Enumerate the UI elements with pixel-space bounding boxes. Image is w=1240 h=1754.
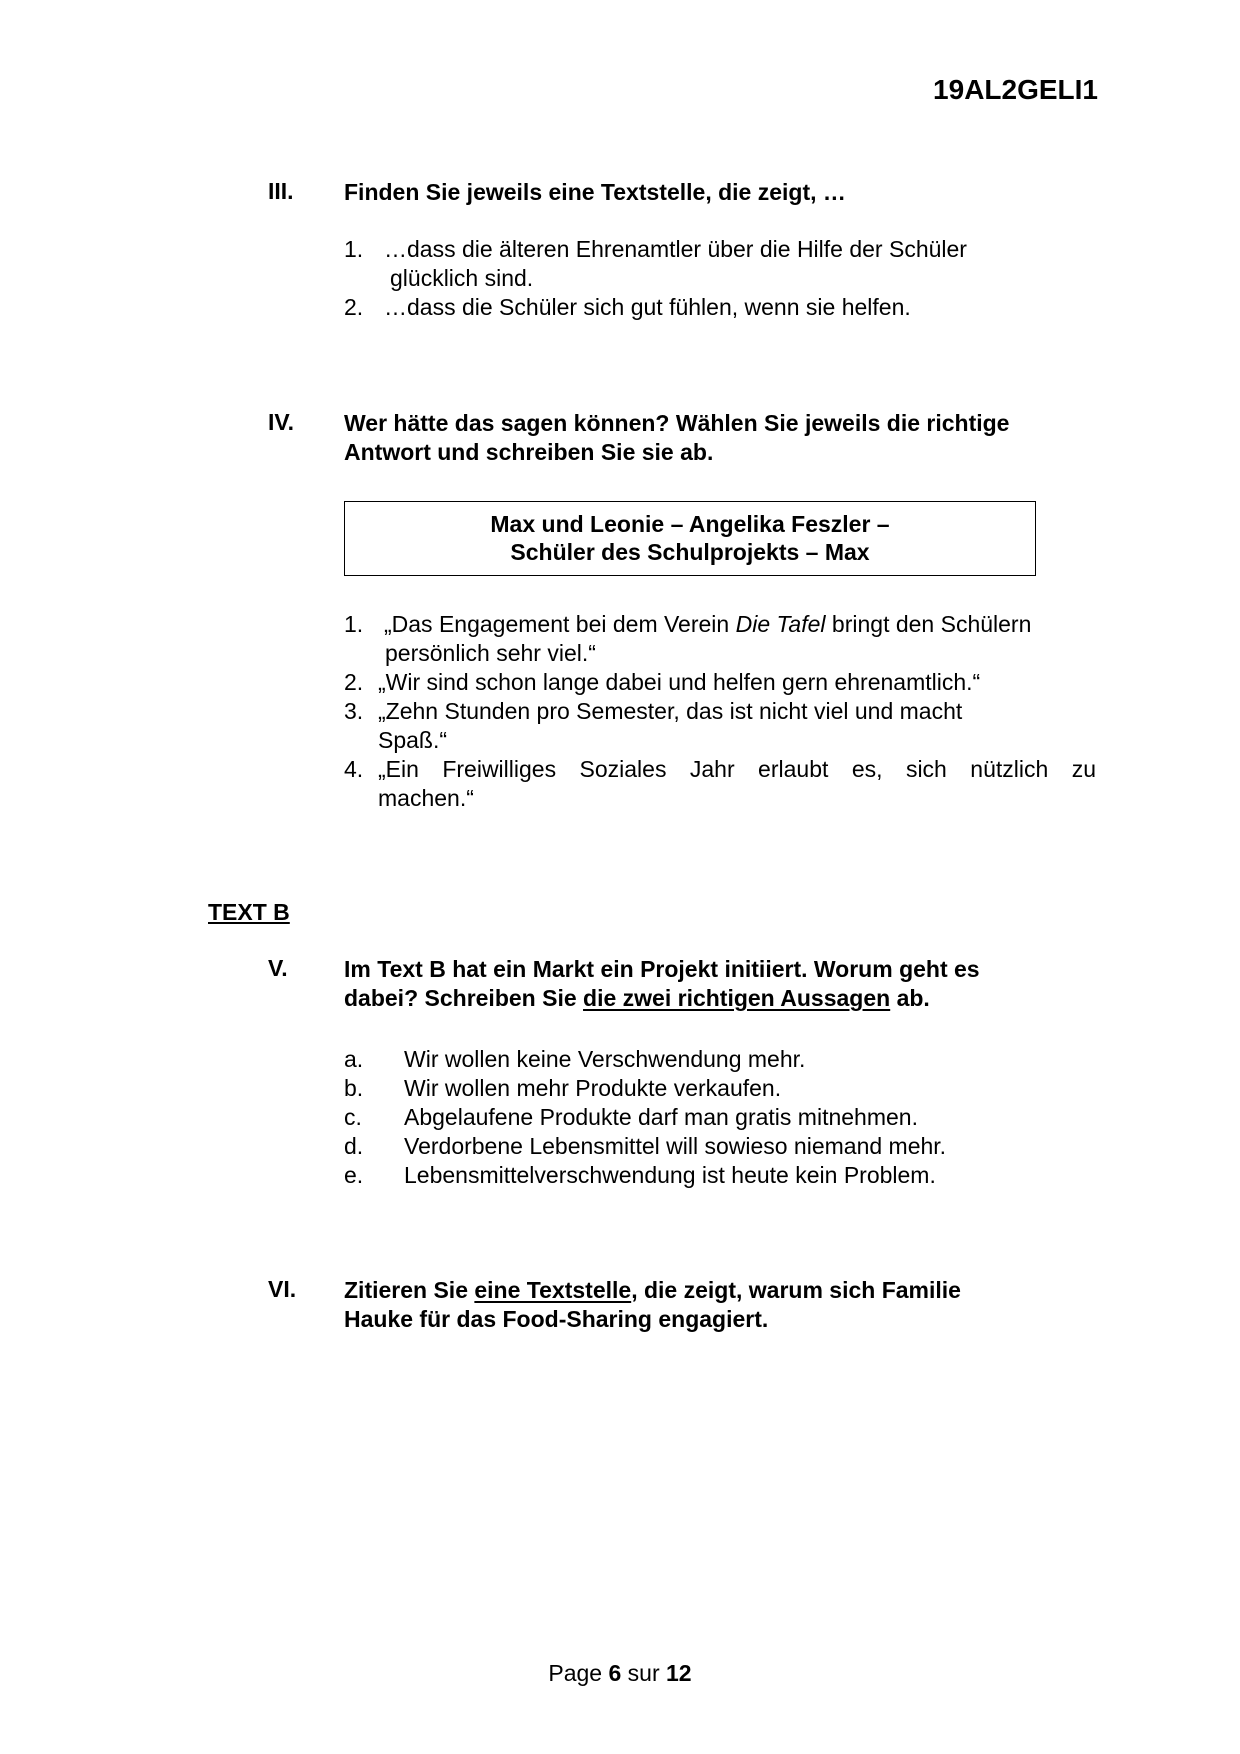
item-number: 3.	[344, 698, 364, 724]
item-text: Wir wollen keine Verschwendung mehr.	[404, 1046, 806, 1072]
item-text: Abgelaufene Produkte darf man gratis mitnehmen.	[404, 1104, 918, 1130]
item-letter: c.	[344, 1104, 362, 1130]
item-text: Verdorbene Lebensmittel will sowieso niemand mehr.	[404, 1133, 947, 1159]
item-text-continued: machen.“	[378, 785, 474, 811]
question-5-title	[344, 955, 1104, 1013]
title-line-1: Wer hätte das sagen können? Wählen Sie jeweils die richtige	[344, 410, 1010, 436]
list-item	[344, 610, 1096, 639]
item-text: …dass die älteren Ehrenamtler über die Hilfe der Schüler	[384, 236, 967, 262]
question-6-title	[344, 1276, 1104, 1334]
item-text-continued: persönlich sehr viel.“	[385, 640, 596, 666]
question-5-number: V.	[268, 955, 288, 981]
list-item	[344, 293, 1064, 322]
item-letter: b.	[344, 1075, 364, 1101]
item-letter: d.	[344, 1133, 364, 1159]
question-6-number: VI.	[268, 1276, 297, 1302]
box-line-2: Schüler des Schulprojekts – Max	[510, 539, 870, 565]
item-text-continued: glücklich sind.	[390, 265, 534, 291]
list-item	[344, 1103, 1084, 1132]
item-letter: a.	[344, 1046, 364, 1072]
question-3-number: III.	[268, 178, 294, 204]
item-text: …dass die Schüler sich gut fühlen, wenn sie helfen.	[384, 294, 911, 320]
page-footer: Page 6 sur 12	[548, 1660, 692, 1686]
title-line-1: Zitieren Sie eine Textstelle, die zeigt, warum sich Familie	[344, 1277, 961, 1303]
item-letter: e.	[344, 1162, 364, 1188]
question-3-title: Finden Sie jeweils eine Textstelle, die zeigt, …	[344, 179, 846, 205]
question-5-list	[344, 1045, 1084, 1190]
item-text: „Wir sind schon lange dabei und helfen gern ehrenamtlich.“	[378, 669, 981, 695]
list-item	[344, 235, 1064, 264]
item-text: „Zehn Stunden pro Semester, das ist nicht viel und macht	[378, 698, 963, 724]
underlined-phrase: eine Textstelle	[474, 1277, 632, 1303]
item-text-continued: Spaß.“	[378, 727, 448, 753]
item-number: 1.	[344, 236, 364, 262]
item-text: „Ein Freiwilliges Soziales Jahr erlaubt es, sich nützlich zu	[378, 756, 1096, 782]
current-page: 6	[608, 1660, 622, 1686]
item-number: 2.	[344, 669, 364, 695]
list-item	[344, 755, 1096, 784]
list-item	[344, 668, 1096, 697]
item-number: 2.	[344, 294, 364, 320]
question-4-list	[344, 610, 1096, 813]
list-item	[344, 1045, 1084, 1074]
title-line-1: Im Text B hat ein Markt ein Projekt initiiert. Worum geht es	[344, 956, 980, 982]
title-line-2: Antwort und schreiben Sie sie ab.	[344, 439, 714, 465]
item-text: „Das Engagement bei dem Verein Die Tafel bringt den Schülern	[384, 611, 1032, 637]
emphasis: Die Tafel	[735, 611, 826, 637]
list-item	[344, 1074, 1084, 1103]
underlined-phrase: die zwei richtigen Aussagen	[583, 985, 891, 1011]
item-text: Wir wollen mehr Produkte verkaufen.	[404, 1075, 782, 1101]
answer-options-box	[344, 501, 1036, 576]
item-text: Lebensmittelverschwendung ist heute kein Problem.	[404, 1162, 936, 1188]
question-4-number: IV.	[268, 409, 295, 435]
box-line-1: Max und Leonie – Angelika Feszler –	[490, 511, 890, 537]
total-pages: 12	[666, 1660, 692, 1686]
list-item	[344, 1132, 1084, 1161]
question-4-title	[344, 409, 1104, 467]
document-code: 19AL2GELI1	[933, 74, 1098, 105]
item-number: 4.	[344, 756, 364, 782]
title-line-2: dabei? Schreiben Sie die zwei richtigen Aussagen ab.	[344, 985, 930, 1011]
list-item	[344, 697, 1096, 726]
list-item	[344, 1161, 1084, 1190]
item-number: 1.	[344, 611, 364, 637]
title-line-2: Hauke für das Food-Sharing engagiert.	[344, 1306, 769, 1332]
question-3-list	[344, 235, 1064, 322]
text-b-heading: TEXT B	[208, 899, 290, 925]
